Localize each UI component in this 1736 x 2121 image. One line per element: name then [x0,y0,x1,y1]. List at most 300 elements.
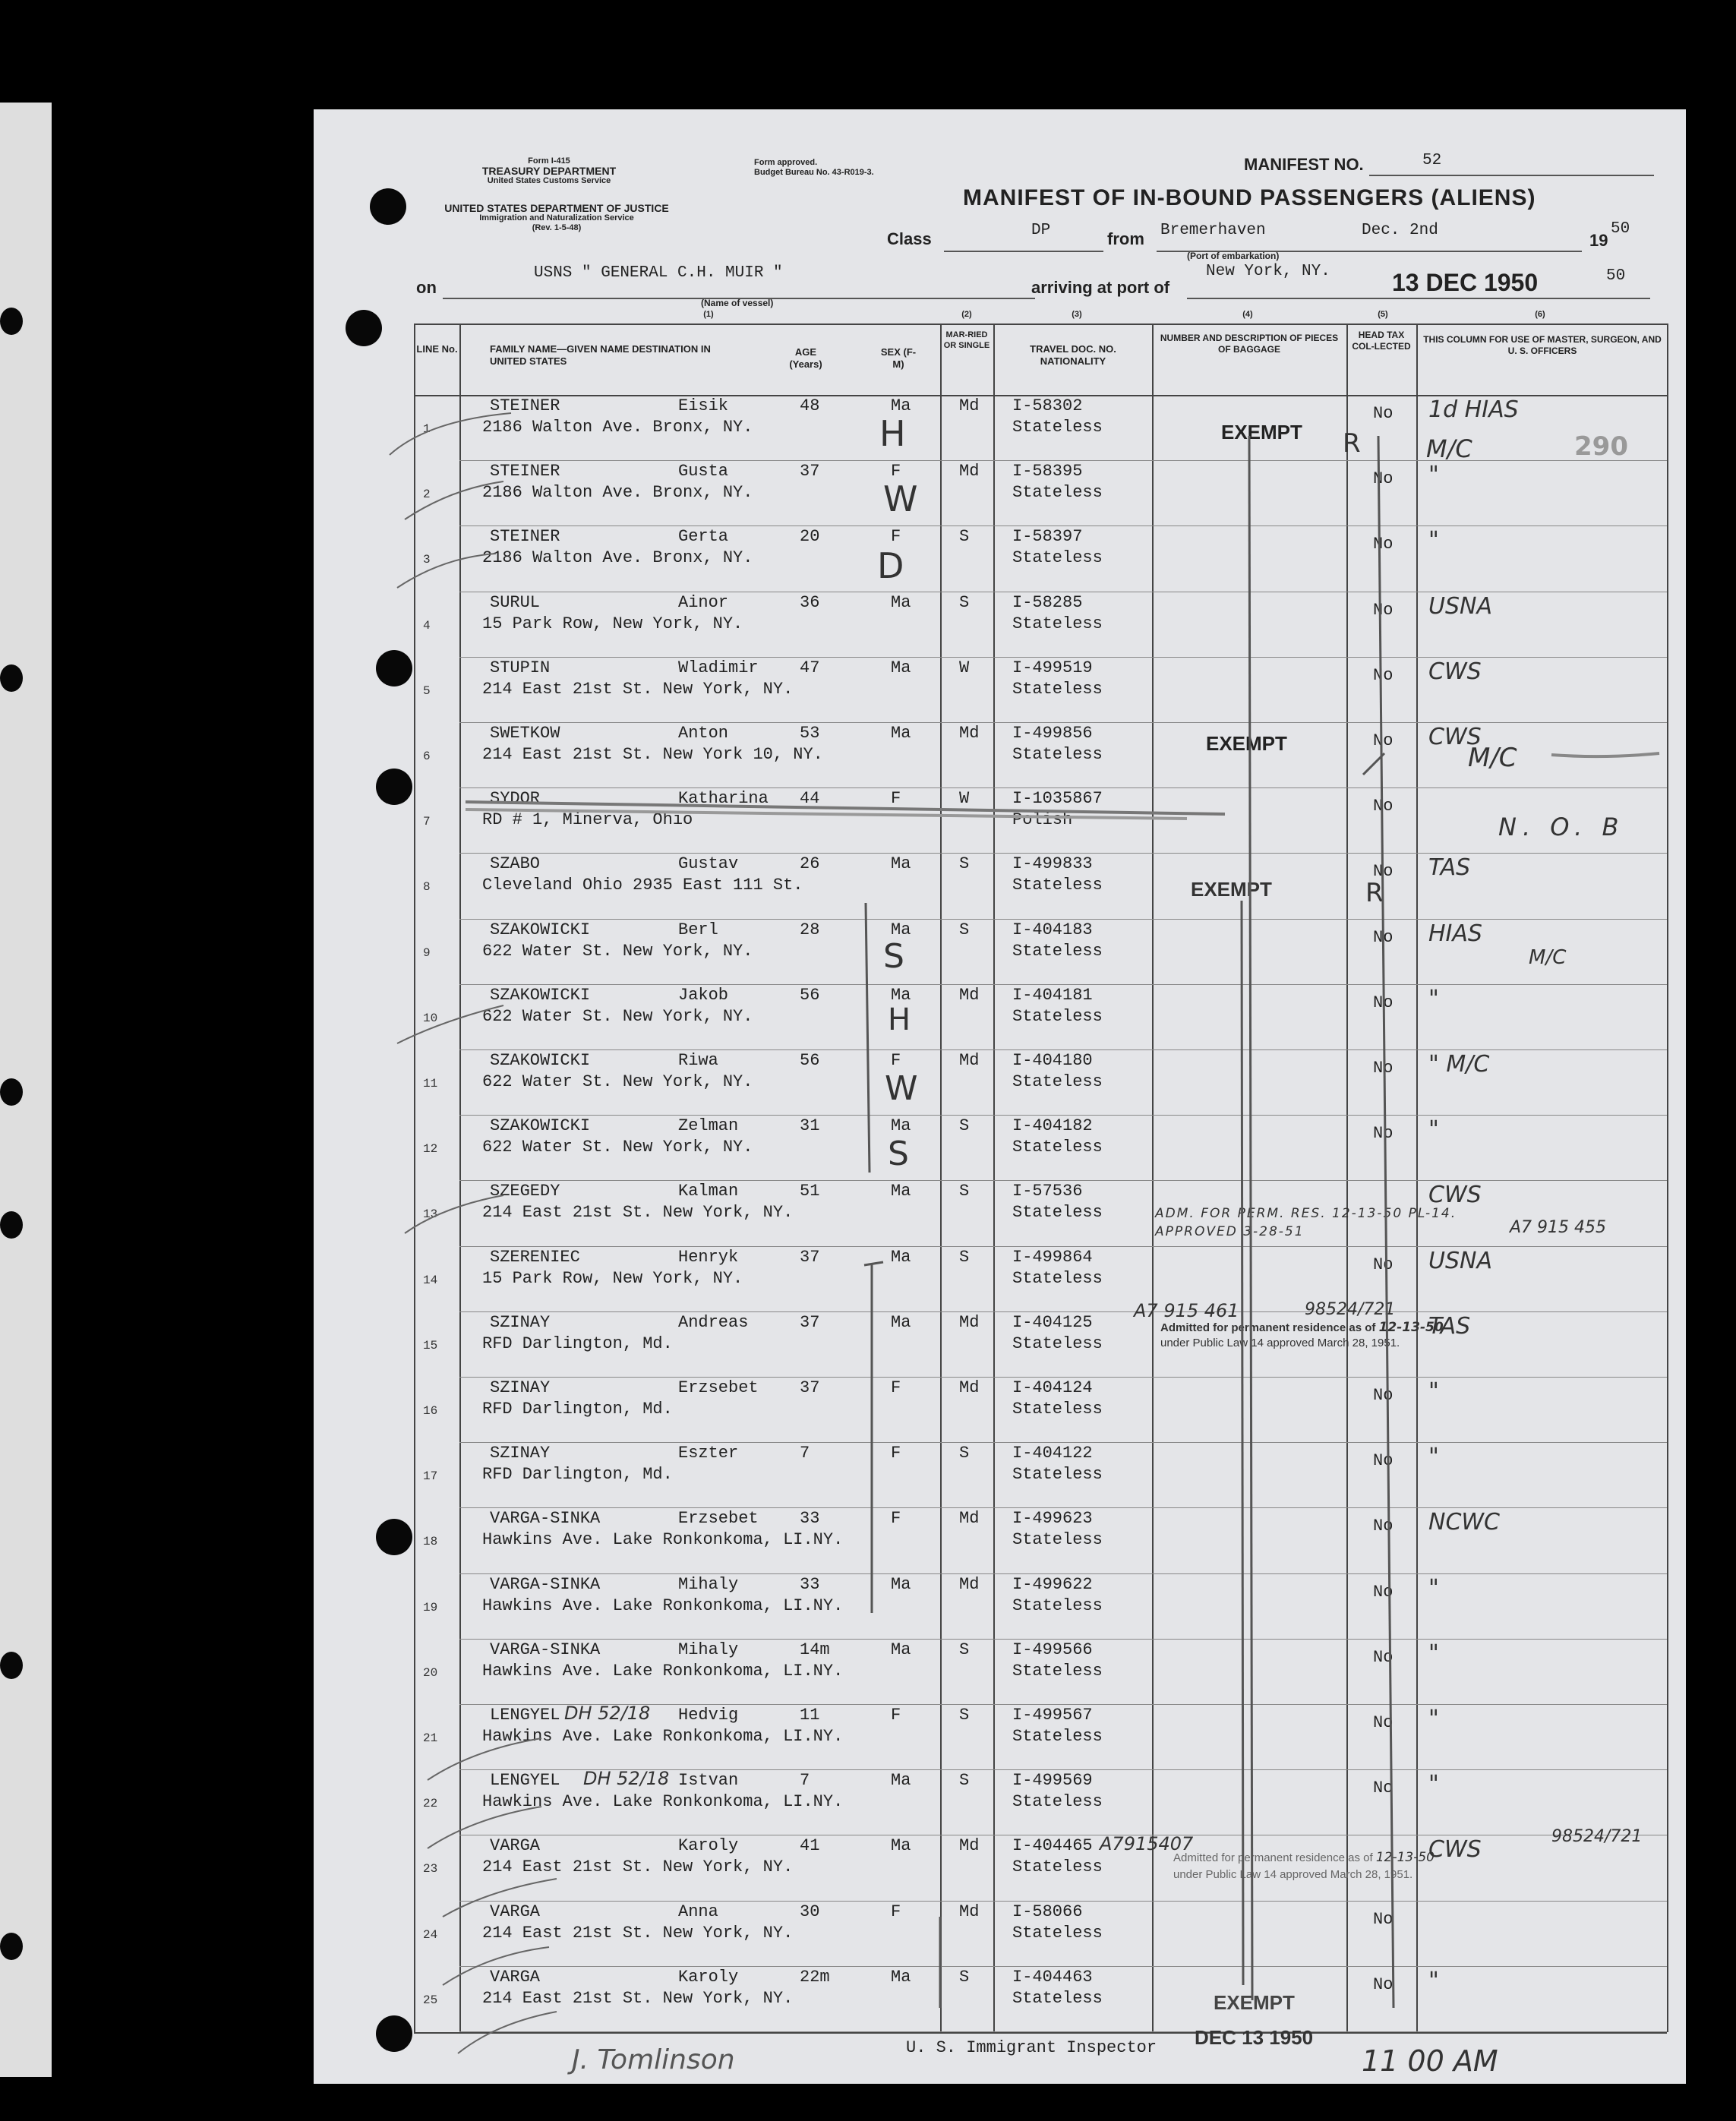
given-name: Henryk [678,1247,739,1267]
officer-note: NCWC [1428,1509,1500,1536]
sex: Ma [891,985,911,1005]
sex: F [891,789,901,809]
column-number: (4) [1242,310,1253,319]
nationality: Stateless [1012,548,1103,568]
family-name: SZINAY [490,1312,551,1332]
adjacent-page-strip [0,103,52,2077]
class-value: DP [1031,222,1051,239]
line-number: 22 [423,1797,438,1811]
destination-address: 214 East 21st St. New York, NY. [482,1988,794,2008]
family-name: SYDOR [490,789,541,809]
marital-status: Md [959,724,980,743]
line-number: 19 [423,1600,438,1614]
punch-hole [0,308,23,335]
travel-doc-number: I-404181 [1012,985,1093,1005]
given-name: Andreas [678,1312,749,1332]
officer-note: " [1428,462,1439,489]
travel-doc-number: I-58302 [1012,396,1083,415]
nationality: Stateless [1012,1203,1103,1223]
manifest-no-value: 52 [1422,152,1442,169]
head-tax: No [1373,731,1394,750]
age: 14m [800,1640,830,1659]
family-name: STEINER [490,396,560,415]
family-name: SZERENIEC [490,1247,580,1267]
line-number: 23 [423,1862,438,1876]
head-tax: No [1373,862,1394,882]
punch-hole [0,1078,23,1106]
header-age: AGE (Years) [789,346,822,370]
inspector-caption: U. S. Immigrant Inspector [906,2038,1157,2057]
head-tax: No [1373,1124,1394,1144]
line-number: 9 [423,945,431,960]
destination-address: RFD Darlington, Md. [482,1465,673,1485]
header-travel-doc: TRAVEL DOC. NO. NATIONALITY [1030,343,1116,367]
family-name: VARGA [490,1967,541,1987]
line-number: 24 [423,1927,438,1942]
destination-address: Cleveland Ohio 2935 East 111 St. [482,876,803,895]
handwritten-admission-note: ADM. FOR PERM. RES. 12-13-50 PL-14. [1155,1206,1457,1221]
inspection-date-stamp: DEC 13 1950 [1195,2026,1314,2049]
head-tax: No [1373,1255,1394,1274]
nationality: Stateless [1012,1138,1103,1157]
header-baggage: NUMBER AND DESCRIPTION OF PIECES OF BAGGAGE [1160,333,1339,355]
given-name: Kalman [678,1182,739,1201]
punch-hole [0,1211,23,1239]
punch-hole [0,1933,23,1960]
destination-address: 214 East 21st St. New York, NY. [482,679,794,699]
handwritten-r: R [1365,878,1384,908]
head-tax: No [1373,1451,1394,1471]
destination-address: 622 Water St. New York, NY. [482,1072,753,1091]
given-name: Karoly [678,1836,739,1856]
year-prefix: 19 [1589,231,1608,250]
head-tax: No [1373,797,1394,816]
column-number: (1) [703,310,714,319]
head-tax: No [1373,927,1394,947]
header-head-tax: HEAD TAX COL-LECTED [1352,330,1411,352]
officer-note: CWS [1428,658,1482,685]
family-name: SZAKOWICKI [490,920,591,939]
travel-doc-number: I-499567 [1012,1706,1093,1725]
marital-status: Md [959,1378,980,1397]
family-name: SZINAY [490,1444,551,1463]
travel-doc-number: I-404465 [1012,1836,1093,1856]
line-number: 18 [423,1535,438,1549]
age: 44 [800,789,820,809]
travel-doc-number: I-404122 [1012,1444,1093,1463]
age: 56 [800,985,820,1005]
given-name: Zelman [678,1116,739,1136]
manifest-page [314,109,1686,2084]
age: 33 [800,1574,820,1594]
nationality: Stateless [1012,1400,1103,1419]
head-tax: No [1373,1517,1394,1536]
marital-status: S [959,854,970,874]
travel-doc-number: I-58285 [1012,592,1083,612]
admitted-stamp-2: Admitted for permanent residence as of 12-13-50 [1173,1850,1435,1865]
given-name: Berl [678,920,718,939]
handwritten-file-number: 98524/721 [1305,1300,1396,1319]
destination-address: Hawkins Ave. Lake Ronkonkoma, LI.NY. [482,1530,844,1550]
officer-note: " [1428,985,1439,1012]
marital-status: S [959,1706,970,1725]
vessel-caption: (Name of vessel) [701,298,774,308]
travel-doc-number: I-58397 [1012,527,1083,547]
port-embarkation-value: Bremerhaven [1160,222,1266,239]
given-name: Mihaly [678,1640,739,1659]
officer-note: TAS [1428,854,1471,882]
given-name: Erzsebet [678,1378,759,1397]
sex: Ma [891,1312,911,1332]
given-name: Anton [678,724,729,743]
travel-doc-number: I-404180 [1012,1051,1093,1070]
sex: Ma [891,1967,911,1987]
family-name: VARGA-SINKA [490,1640,601,1659]
marital-status: S [959,1771,970,1791]
travel-doc-number: I-499864 [1012,1247,1093,1267]
family-name: STUPIN [490,658,551,677]
line-number: 20 [423,1665,438,1680]
age: 47 [800,658,820,677]
line-number: 15 [423,1338,438,1352]
embark-date-value: Dec. 2nd [1362,222,1438,239]
given-name: Karoly [678,1967,739,1987]
sex: Ma [891,1771,911,1791]
pencil-marks [314,109,1686,2084]
head-tax: No [1373,469,1394,489]
head-tax: No [1373,1909,1394,1929]
marital-status: Md [959,462,980,481]
handwritten-relation-h: H [888,1002,911,1037]
sex: Ma [891,1640,911,1659]
family-name: SURUL [490,592,541,612]
line-number: 5 [423,683,431,698]
family-name: SZAKOWICKI [490,985,591,1005]
head-tax: No [1373,1582,1394,1602]
nationality: Stateless [1012,418,1103,437]
age: 41 [800,1836,820,1856]
port-embarkation-caption: (Port of embarkation) [1187,251,1280,261]
form-number: Form I-415 [528,156,570,166]
agency-justice: UNITED STATES DEPARTMENT OF JUSTICE [444,202,669,214]
marital-status: Md [959,396,980,415]
sex: Ma [891,1574,911,1594]
sex: Ma [891,592,911,612]
sex: F [891,1051,901,1070]
public-law-stamp-2: under Public Law 14 approved March 28, 1951. [1173,1868,1413,1881]
marital-status: W [959,658,970,677]
handwritten-relation-d: D [877,545,904,586]
handwritten-alien-number: A7915407 [1100,1833,1194,1854]
given-name: Eszter [678,1444,739,1463]
header-officers-column: THIS COLUMN FOR USE OF MASTER, SURGEON, AND U. S. OFFICERS [1423,334,1662,356]
travel-doc-number: I-1035867 [1012,789,1103,809]
travel-doc-number: I-499519 [1012,658,1093,677]
head-tax: No [1373,600,1394,620]
agency-ins: Immigration and Naturalization Service [479,213,634,223]
travel-doc-number: I-404124 [1012,1378,1093,1397]
line-number: 17 [423,1469,438,1484]
travel-doc-number: I-404183 [1012,920,1093,939]
age: 20 [800,527,820,547]
travel-doc-number: I-404463 [1012,1967,1093,1987]
given-name: Gustav [678,854,739,874]
handwritten-alien-number: A7 915 455 [1510,1218,1607,1237]
sex: Ma [891,724,911,743]
family-name: SZINAY [490,1378,551,1397]
age: 37 [800,1312,820,1332]
public-law-stamp-1: under Public Law 14 approved March 28, 1951. [1160,1337,1400,1349]
travel-doc-number: I-499566 [1012,1640,1093,1659]
age: 36 [800,592,820,612]
family-name: VARGA [490,1836,541,1856]
age: 37 [800,1378,820,1397]
sex: Ma [891,854,911,874]
head-tax: No [1373,1713,1394,1732]
nationality: Stateless [1012,1334,1103,1353]
travel-doc-number: I-499622 [1012,1574,1093,1594]
marital-status: Md [959,1509,980,1529]
age: 30 [800,1902,820,1921]
line-number: 11 [423,1077,438,1090]
handwritten-mc: M/C [1529,946,1567,969]
officer-note: 1d HIAS [1428,396,1519,423]
travel-doc-number: I-499569 [1012,1771,1093,1791]
handwritten-mc: M/C [1468,743,1517,773]
age: 11 [800,1706,820,1725]
marital-status: S [959,1182,970,1201]
destination-address: 15 Park Row, New York, NY. [482,1268,743,1288]
nationality: Stateless [1012,876,1103,895]
agency-customs: United States Customs Service [487,176,611,185]
given-name: Mihaly [678,1574,739,1594]
sex: F [891,1378,901,1397]
budget-bureau-number: Budget Bureau No. 43-R019-3. [754,168,874,177]
sex: F [891,1902,901,1921]
destination-address: Hawkins Ave. Lake Ronkonkoma, LI.NY. [482,1661,844,1681]
line-number: 6 [423,750,431,763]
officer-note: USNA [1428,1247,1492,1274]
punch-hole [0,1652,23,1679]
family-name: VARGA-SINKA [490,1574,601,1594]
destination-address: 622 Water St. New York, NY. [482,941,753,961]
destination-address: Hawkins Ave. Lake Ronkonkoma, LI.NY. [482,1727,844,1746]
column-number: (5) [1378,310,1388,319]
marital-status: S [959,1444,970,1463]
nationality: Stateless [1012,1072,1103,1091]
handwritten-relation-h: H [879,413,906,454]
head-tax: No [1373,665,1394,685]
sex: F [891,1509,901,1529]
marital-status: S [959,1116,970,1136]
handwritten-alien-number: A7 915 461 [1134,1300,1239,1321]
officer-note: CWS [1428,724,1482,750]
sex: Ma [891,1116,911,1136]
marital-status: S [959,1967,970,1987]
nationality: Stateless [1012,1595,1103,1615]
destination-address: 2186 Walton Ave. Bronx, NY. [482,483,753,503]
sex: Ma [891,396,911,415]
line-number: 3 [423,553,431,567]
nationality: Stateless [1012,745,1103,764]
sex: F [891,527,901,547]
family-name: SZAKOWICKI [490,1116,591,1136]
handwritten-relation-s: S [883,937,904,976]
age: 48 [800,396,820,415]
handwritten-file-number: 98524/721 [1551,1827,1643,1846]
line-number: 4 [423,618,431,633]
family-name: STEINER [490,462,560,481]
family-name: SZEGEDY [490,1182,560,1201]
sex: Ma [891,920,911,939]
given-name: Erzsebet [678,1509,759,1529]
exempt-stamp: EXEMPT [1206,732,1287,755]
destination-address: 214 East 21st St. New York 10, NY. [482,745,823,764]
agency-treasury: TREASURY DEPARTMENT [481,165,617,177]
family-name: VARGA-SINKA [490,1509,601,1529]
travel-doc-number: I-499856 [1012,724,1093,743]
handwritten-dh-number: DH 52/18 [583,1768,670,1789]
marital-status: Md [959,1051,980,1070]
marital-status: Md [959,1902,980,1921]
officer-note: " [1428,1706,1439,1732]
age: 26 [800,854,820,874]
age: 37 [800,1247,820,1267]
family-name: SWETKOW [490,724,560,743]
given-name: Jakob [678,985,729,1005]
destination-address: 2186 Walton Ave. Bronx, NY. [482,418,753,437]
header-married-single: MAR-RIED OR SINGLE [943,330,990,350]
destination-address: 2186 Walton Ave. Bronx, NY. [482,548,753,568]
column-number: (3) [1072,310,1082,319]
given-name: Riwa [678,1051,718,1070]
sex: F [891,462,901,481]
officer-note: " [1428,1771,1439,1798]
given-name: Katharina [678,789,769,809]
vessel-name-value: USNS " GENERAL C.H. MUIR " [534,264,783,282]
officer-note: " [1428,527,1439,554]
exempt-stamp: EXEMPT [1191,878,1272,901]
nationality: Stateless [1012,1006,1103,1026]
given-name: Gusta [678,462,729,481]
line-number: 10 [423,1011,438,1025]
destination-address: RFD Darlington, Md. [482,1334,673,1353]
age: 31 [800,1116,820,1136]
given-name: Ainor [678,592,729,612]
given-name: Eisik [678,396,729,415]
marital-status: Md [959,1312,980,1332]
travel-doc-number: I-58395 [1012,462,1083,481]
destination-address: 622 Water St. New York, NY. [482,1138,753,1157]
officer-note: CWS [1428,1182,1482,1209]
nationality: Stateless [1012,1727,1103,1746]
age: 7 [800,1444,810,1463]
manifest-no-label: MANIFEST NO. [1244,155,1364,174]
line-number: 1 [423,422,431,436]
nationality: Stateless [1012,679,1103,699]
family-name: LENGYEL [490,1706,560,1725]
sex: Ma [891,1182,911,1201]
handwritten-number: 290 [1574,431,1628,462]
officer-note: " [1428,1640,1439,1667]
age: 56 [800,1051,820,1070]
line-number: 8 [423,880,431,895]
port-arrival-value: New York, NY. [1206,263,1330,280]
nationality: Polish [1012,810,1073,830]
nationality: Stateless [1012,1857,1103,1877]
punch-hole [0,664,23,692]
handwritten-relation-s: S [888,1135,909,1173]
head-tax: No [1373,1059,1394,1078]
header-sex: SEX (F-M) [880,346,917,370]
age: 22m [800,1967,830,1987]
destination-address: 214 East 21st St. New York, NY. [482,1923,794,1943]
head-tax: No [1373,1386,1394,1405]
officer-note: CWS [1428,1836,1482,1864]
marital-status: Md [959,1836,980,1856]
marital-status: S [959,920,970,939]
destination-address: Hawkins Ave. Lake Ronkonkoma, LI.NY. [482,1595,844,1615]
travel-doc-number: I-404125 [1012,1312,1093,1332]
nationality: Stateless [1012,1988,1103,2008]
line-number: 13 [423,1207,438,1222]
handwritten-nob: N. O. B [1498,813,1625,841]
given-name: Wladimir [678,658,759,677]
officer-note: TAS [1428,1312,1471,1340]
head-tax: No [1373,535,1394,554]
destination-address: RD # 1, Minerva, Ohio [482,810,693,830]
travel-doc-number: I-499623 [1012,1509,1093,1529]
marital-status: S [959,1640,970,1659]
destination-address: 214 East 21st St. New York, NY. [482,1203,794,1223]
admitted-stamp-1: Admitted for permanent residence as of 12-13-50 [1160,1320,1444,1335]
marital-status: W [959,789,970,809]
marital-status: Md [959,1574,980,1594]
head-tax: No [1373,1779,1394,1798]
marital-status: S [959,1247,970,1267]
column-number: (6) [1535,310,1545,319]
officer-note: HIAS [1428,920,1482,947]
form-approved: Form approved. [754,158,818,167]
family-name: LENGYEL [490,1771,560,1791]
family-name: STEINER [490,527,560,547]
on-label: on [416,278,437,297]
officer-note: " [1428,1116,1439,1144]
sex: F [891,1706,901,1725]
arriving-label: arriving at port of [1031,278,1170,297]
sex: Ma [891,658,911,677]
line-number: 12 [423,1142,438,1157]
travel-doc-number: I-57536 [1012,1182,1083,1201]
from-label: from [1107,229,1144,248]
head-tax: No [1373,1974,1394,1994]
officer-note: USNA [1428,592,1492,620]
inspector-signature: J. Tomlinson [572,2044,735,2075]
officer-note: " [1428,1574,1439,1602]
exempt-stamp: EXEMPT [1214,1991,1295,2014]
marital-status: S [959,527,970,547]
destination-address: RFD Darlington, Md. [482,1400,673,1419]
line-number: 16 [423,1404,438,1418]
age: 28 [800,920,820,939]
given-name: Hedvig [678,1706,739,1725]
nationality: Stateless [1012,941,1103,961]
nationality: Stateless [1012,614,1103,633]
family-name: SZABO [490,854,541,874]
header-line-no: LINE No. [416,343,458,355]
age: 7 [800,1771,810,1791]
marital-status: Md [959,985,980,1005]
